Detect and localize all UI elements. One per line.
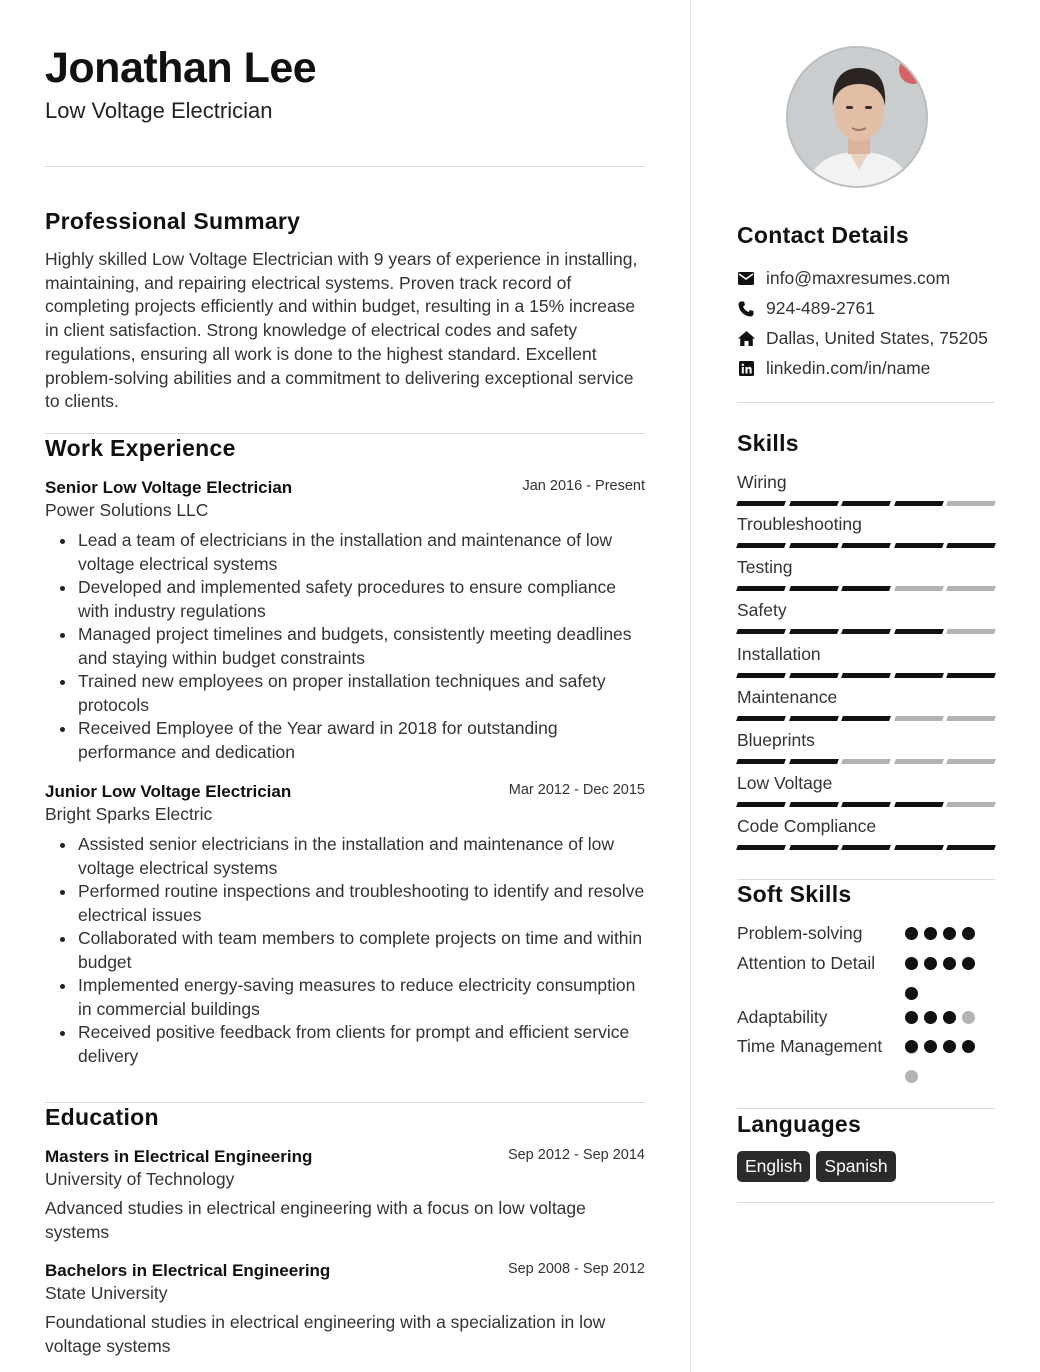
skill-level-bar [737, 802, 995, 807]
job-title: Junior Low Voltage Electrician [45, 782, 292, 801]
soft-skill-name: Problem-solving [737, 923, 863, 943]
skill-segment-empty [946, 501, 995, 506]
job-bullet: Developed and implemented safety procedures to ensure compliance with industry regulations [78, 576, 645, 623]
rating-dot-filled [905, 927, 918, 940]
soft-skill-name: Attention to Detail [737, 953, 876, 973]
job-date: Mar 2012 - Dec 2015 [508, 782, 645, 798]
skill-segment-filled [841, 543, 890, 548]
degree-title: Bachelors in Electrical Engineering [45, 1261, 331, 1280]
education-description: Foundational studies in electrical engineering with a specialization in low voltage systems [45, 1312, 606, 1356]
skill-name: Testing [737, 557, 793, 577]
experience-divider [45, 1102, 645, 1103]
skill-segment-filled [736, 501, 785, 506]
skill-segment-filled [894, 845, 943, 850]
skill-segment-filled [736, 673, 785, 678]
home-icon [737, 330, 755, 348]
skill-item [737, 514, 995, 548]
education-entry [45, 1261, 645, 1358]
rating-dot-filled [943, 927, 956, 940]
education-date: Sep 2008 - Sep 2012 [507, 1261, 645, 1277]
skill-segment-filled [789, 673, 838, 678]
soft-skills-divider [737, 1108, 995, 1109]
skill-level-bar [737, 673, 995, 678]
skill-level-bar [737, 759, 995, 764]
rating-dot-filled [924, 1040, 937, 1053]
contact-linkedin-text: linkedin.com/in/name [766, 358, 931, 378]
rating-dot-filled [962, 957, 975, 970]
skill-segment-empty [894, 716, 943, 721]
skill-segment-filled [841, 716, 890, 721]
skill-segment-filled [894, 629, 943, 634]
header-divider [45, 166, 645, 167]
rating-dot-filled [962, 927, 975, 940]
skill-name: Code Compliance [737, 816, 877, 836]
rating-dot-filled [943, 1011, 956, 1024]
skill-segment-filled [789, 629, 838, 634]
skill-name: Wiring [737, 472, 787, 492]
skill-segment-filled [841, 845, 890, 850]
contact-divider [737, 402, 995, 403]
rating-dot-filled [905, 957, 918, 970]
skill-name: Installation [737, 644, 821, 664]
skill-item [737, 557, 995, 591]
soft-skill-name: Adaptability [737, 1007, 828, 1027]
skill-segment-filled [841, 586, 890, 591]
language-badge: English [737, 1151, 810, 1182]
skill-segment-empty [946, 629, 995, 634]
rating-dot-filled [905, 1040, 918, 1053]
rating-dot-empty [905, 1070, 918, 1083]
skill-segment-filled [946, 845, 995, 850]
skill-segment-filled [894, 673, 943, 678]
job-bullet: Assisted senior electricians in the installation and maintenance of low voltage electrical systems [78, 833, 645, 880]
job-company: Bright Sparks Electric [45, 804, 213, 824]
job-bullet: Lead a team of electricians in the installation and maintenance of low voltage electrical systems [78, 529, 645, 576]
skill-segment-filled [736, 543, 785, 548]
job-bullet: Managed project timelines and budgets, consistently meeting deadlines and staying within budget constraints [78, 623, 645, 670]
skill-level-bar [737, 586, 995, 591]
education-heading: Education [45, 1104, 159, 1130]
skill-name: Maintenance [737, 687, 838, 707]
job-bullet: Received Employee of the Year award in 2018 for outstanding performance and dedication [78, 717, 645, 764]
skills-heading: Skills [737, 430, 799, 456]
skill-level-bar [737, 716, 995, 721]
skill-segment-empty [946, 759, 995, 764]
job-entry [45, 478, 645, 764]
language-badge: Spanish [816, 1151, 895, 1182]
skill-segment-filled [789, 543, 838, 548]
skill-segment-filled [789, 716, 838, 721]
skills-divider [737, 879, 995, 880]
contact-email [737, 268, 995, 289]
school-name: State University [45, 1283, 168, 1303]
languages-list [737, 1151, 896, 1182]
skill-name: Blueprints [737, 730, 815, 750]
phone-icon [737, 300, 755, 318]
rating-dot-filled [924, 927, 937, 940]
skill-segment-filled [789, 845, 838, 850]
skill-item [737, 472, 995, 506]
skill-name: Safety [737, 600, 787, 620]
skill-segment-filled [736, 845, 785, 850]
job-bullets [45, 529, 645, 764]
job-bullet: Trained new employees on proper installation techniques and safety protocols [78, 670, 645, 717]
school-name: University of Technology [45, 1169, 235, 1189]
profile-photo [786, 46, 928, 188]
rating-dot-filled [943, 957, 956, 970]
summary-text: Highly skilled Low Voltage Electrician with 9 years of experience in installing, maintaining, and repairing electrical systems. Proven track record of completing projects efficiently and within budget, resulting in a 15% increase in client satisfaction. Strong knowledge of electrical codes and safety regulations, ensuring all work is done to the highest standard. Excellent problem-solving abilities and a commitment to delivering exceptional service to clients. [45, 249, 638, 412]
skill-segment-filled [894, 501, 943, 506]
rating-dot-filled [905, 1011, 918, 1024]
languages-heading: Languages [737, 1111, 862, 1137]
candidate-name: Jonathan Lee [45, 44, 317, 92]
skill-segment-filled [736, 716, 785, 721]
skill-level-bar [737, 543, 995, 548]
soft-skill-item [737, 1034, 995, 1058]
rating-dot-filled [924, 957, 937, 970]
rating-dot-filled [962, 1040, 975, 1053]
soft-skill-rating [905, 1040, 981, 1083]
linkedin-icon [737, 360, 755, 378]
skill-segment-filled [789, 759, 838, 764]
rating-dot-filled [924, 1011, 937, 1024]
soft-skill-item [737, 1005, 995, 1029]
job-entry [45, 782, 645, 1068]
skill-item [737, 816, 995, 850]
soft-skill-item [737, 921, 995, 945]
job-company: Power Solutions LLC [45, 500, 209, 520]
skill-item [737, 600, 995, 634]
languages-divider [737, 1202, 995, 1203]
education-description: Advanced studies in electrical engineering with a focus on low voltage systems [45, 1198, 586, 1242]
skill-segment-empty [841, 759, 890, 764]
education-entry [45, 1147, 645, 1244]
skill-segment-filled [946, 673, 995, 678]
rating-dot-filled [943, 1040, 956, 1053]
job-bullet: Collaborated with team members to complete projects on time and within budget [78, 927, 645, 974]
skill-segment-filled [841, 501, 890, 506]
contact-address [737, 328, 995, 349]
experience-heading: Work Experience [45, 435, 236, 461]
skill-segment-filled [789, 586, 838, 591]
contact-heading: Contact Details [737, 222, 909, 248]
job-bullet: Implemented energy-saving measures to reduce electricity consumption in commercial buildings [78, 974, 645, 1021]
skill-item [737, 687, 995, 721]
skill-segment-filled [841, 629, 890, 634]
skill-segment-empty [946, 802, 995, 807]
skill-segment-filled [894, 802, 943, 807]
contact-linkedin [737, 358, 995, 379]
contact-email-text: info@maxresumes.com [766, 268, 951, 288]
skill-item [737, 730, 995, 764]
skill-segment-filled [736, 802, 785, 807]
skill-segment-filled [789, 802, 838, 807]
candidate-title: Low Voltage Electrician [45, 98, 273, 123]
soft-skill-name: Time Management [737, 1036, 883, 1056]
skill-level-bar [737, 501, 995, 506]
skill-segment-empty [946, 586, 995, 591]
soft-skill-rating [905, 957, 981, 1000]
skill-level-bar [737, 629, 995, 634]
skill-segment-filled [946, 543, 995, 548]
education-date: Sep 2012 - Sep 2014 [507, 1147, 645, 1163]
envelope-icon [737, 270, 755, 288]
rating-dot-filled [905, 987, 918, 1000]
skill-name: Low Voltage [737, 773, 833, 793]
skill-segment-filled [841, 673, 890, 678]
skill-segment-empty [894, 586, 943, 591]
column-divider [690, 0, 691, 1372]
soft-skills-heading: Soft Skills [737, 881, 852, 907]
skill-segment-filled [736, 759, 785, 764]
skill-segment-filled [841, 802, 890, 807]
job-title: Senior Low Voltage Electrician [45, 478, 293, 497]
skill-level-bar [737, 845, 995, 850]
contact-phone-text: 924-489-2761 [766, 298, 875, 318]
skill-segment-empty [894, 759, 943, 764]
skill-item [737, 773, 995, 807]
degree-title: Masters in Electrical Engineering [45, 1147, 313, 1166]
skill-segment-filled [894, 543, 943, 548]
skill-segment-filled [789, 501, 838, 506]
job-bullets [45, 833, 645, 1068]
skill-segment-filled [736, 629, 785, 634]
contact-address-text: Dallas, United States, 75205 [766, 328, 988, 348]
summary-heading: Professional Summary [45, 208, 301, 234]
skill-segment-filled [736, 586, 785, 591]
skill-segment-empty [946, 716, 995, 721]
skill-item [737, 644, 995, 678]
job-bullet: Performed routine inspections and troubleshooting to identify and resolve electrical issues [78, 880, 645, 927]
job-date: Jan 2016 - Present [522, 478, 645, 494]
job-bullet: Received positive feedback from clients for prompt and efficient service delivery [78, 1021, 645, 1068]
rating-dot-empty [962, 1011, 975, 1024]
contact-phone [737, 298, 995, 319]
summary-divider [45, 433, 645, 434]
soft-skill-item [737, 951, 995, 975]
skill-name: Troubleshooting [737, 514, 862, 534]
